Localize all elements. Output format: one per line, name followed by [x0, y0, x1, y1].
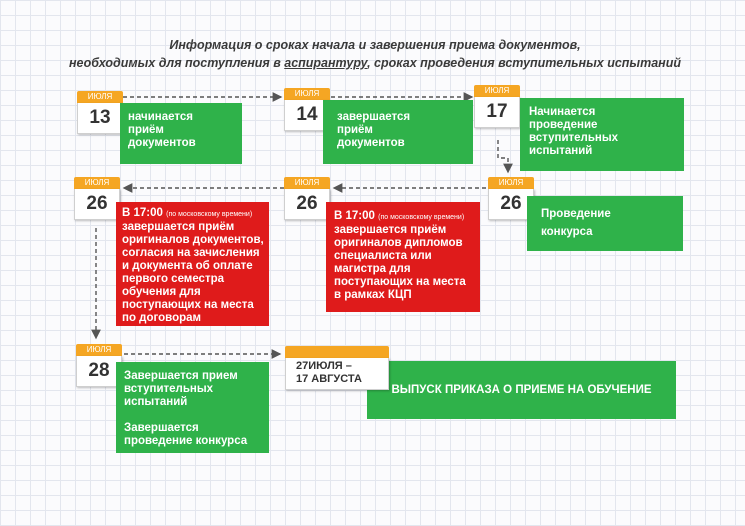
step-text: документов [337, 137, 405, 149]
step-time [122, 207, 265, 221]
arrow-17-to-26c [498, 140, 508, 172]
step-text: Начинается [529, 106, 596, 118]
date-range-start: 27ИЮЛЯ – [296, 360, 352, 372]
step-text: по договорам [122, 312, 202, 324]
calendar-final-dates [285, 346, 389, 390]
calendar-month: ИЮЛЯ [74, 177, 120, 189]
calendar-day: 28 [76, 356, 122, 387]
calendar-day: 17 [474, 97, 520, 128]
step-text: специалиста или [334, 250, 432, 262]
step-text: согласия на зачисления [122, 247, 260, 259]
step-originals-kcp [326, 202, 480, 312]
calendar-month: ИЮЛЯ [474, 85, 520, 97]
date-range-end: 17 АВГУСТА [296, 373, 362, 385]
step-text: документов [128, 137, 196, 149]
title-line-2-pre: необходимых для поступления в [68, 56, 285, 70]
step-start-documents [120, 103, 242, 164]
calendar-date-range [285, 358, 389, 390]
calendar-26-kcp [284, 177, 330, 221]
calendar-month-tab [285, 346, 389, 358]
calendar-day: 13 [77, 103, 123, 134]
step-text: завершается [337, 111, 411, 123]
step-text: поступающих на места [334, 276, 466, 288]
step-text: проведение [529, 119, 598, 131]
calendar-day: 26 [488, 189, 534, 220]
step-text: обучения для [122, 286, 201, 298]
step-text: приём [128, 124, 164, 136]
step-text: проведение конкурса [124, 435, 248, 447]
step-end-exams [116, 362, 269, 453]
step-text: испытаний [124, 396, 188, 408]
calendar-month: ИЮЛЯ [284, 88, 330, 100]
calendar-month: ИЮЛЯ [77, 91, 123, 103]
step-text: оригиналов документов, [122, 234, 264, 246]
step-text: ВЫПУСК ПРИКАЗА О ПРИЕМЕ НА ОБУЧЕНИЕ [391, 384, 652, 396]
step-end-documents [323, 100, 473, 164]
step-text: приём [337, 124, 373, 136]
step-text: вступительных [529, 132, 619, 144]
step-text: Завершается [124, 422, 199, 434]
step-text: Проведение [541, 208, 611, 220]
step-order [367, 361, 676, 419]
title-link-aspirantura[interactable]: аспирантуру [284, 56, 368, 70]
step-text: и документа об оплате [122, 260, 253, 272]
step-start-exams [520, 98, 684, 171]
step-text: поступающих на места [122, 299, 254, 311]
calendar-month: ИЮЛЯ [284, 177, 330, 189]
calendar-day: 26 [284, 189, 330, 220]
step-text: оригиналов дипломов [334, 237, 463, 249]
calendar-month: ИЮЛЯ [488, 177, 534, 189]
step-text: Завершается прием [124, 370, 238, 382]
step-text: начинается [128, 111, 193, 123]
title-line-1: Информация о сроках начала и завершения приема документов, [169, 38, 581, 52]
step-text: вступительных [124, 383, 214, 395]
calendar-month: ИЮЛЯ [76, 344, 122, 356]
time-note: (по московскому времени) [378, 214, 465, 221]
step-text: магистра для [334, 263, 411, 275]
time-note: (по московскому времени) [166, 211, 253, 218]
calendar-13 [77, 91, 123, 135]
time-text: В 17:00 [122, 207, 163, 219]
calendar-26-contract [74, 177, 120, 221]
step-originals-contract [116, 202, 269, 326]
calendar-day: 14 [284, 100, 330, 131]
step-text: в рамках КЦП [334, 289, 412, 301]
step-text: конкурса [541, 226, 593, 238]
step-time [334, 210, 474, 224]
step-text: завершается приём [122, 221, 235, 233]
step-contest [527, 196, 683, 251]
calendar-day: 26 [74, 189, 120, 220]
calendar-17 [474, 85, 520, 129]
time-text: В 17:00 [334, 210, 375, 222]
step-text: первого семестра [122, 273, 225, 285]
title-line-2-post: , сроках проведения вступительных испытаний [367, 56, 681, 70]
step-text: испытаний [529, 145, 593, 157]
step-text: завершается приём [334, 224, 447, 236]
